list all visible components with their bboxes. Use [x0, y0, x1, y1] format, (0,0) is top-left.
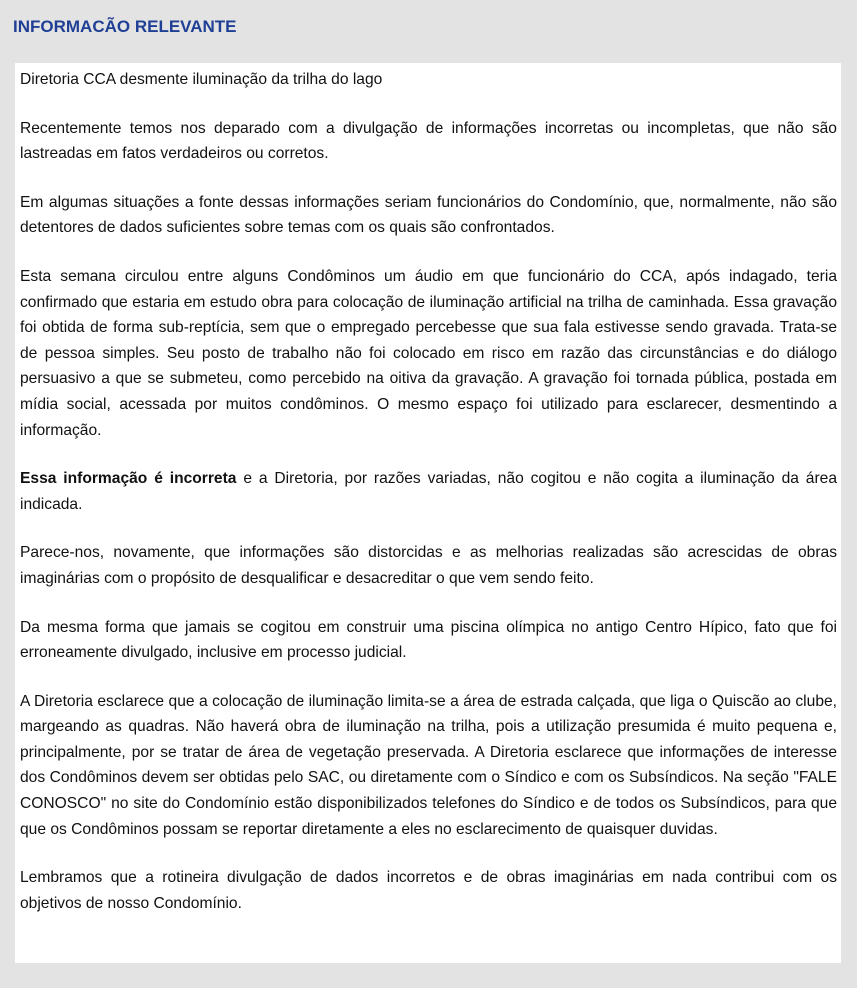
article-paragraph-2: Em algumas situações a fonte dessas informações seriam funcionários do Condomínio, que, normalmente, não são detentores de dados suficientes sobre temas com os quais são confrontados. — [20, 193, 837, 237]
article-paragraph-3: Esta semana circulou entre alguns Condôminos um áudio em que funcionário do CCA, após indagado, teria confirmado que estaria em estudo obra para colocação de iluminação artificial na trilha de caminhada. Essa gravação foi obtida de forma sub-reptícia, sem que o empregado percebesse que sua fala estivesse sendo gravada. Trata-se de pessoa simples. Seu posto de trabalho não foi colocado em risco em razão das circunstâncias e do diálogo persuasivo a que se submeteu, como percebido na oitiva da gravação. A gravação foi tornada pública, postada em mídia social, acessada por muitos condôminos. O mesmo espaço foi utilizado para esclarecer, desmentindo a informação. — [20, 267, 837, 439]
article-body — [15, 63, 841, 963]
article-headline: Diretoria CCA desmente iluminação da trilha do lago — [20, 71, 383, 88]
bold-statement: Essa informação é incorreta — [20, 470, 237, 488]
article-paragraph-1: Recentemente temos nos deparado com a divulgação de informações incorretas ou incompletas, que não são lastreadas em fatos verdadeiros ou corretos. — [20, 119, 837, 163]
article-paragraph-5: Parece-nos, novamente, que informações são distorcidas e as melhorias realizadas são acrescidas de obras imaginárias com o propósito de desqualificar e desacreditar o que vem sendo feito. — [20, 544, 837, 587]
article-paragraph-4 — [20, 466, 837, 517]
article-paragraph-6: Da mesma forma que jamais se cogitou em construir uma piscina olímpica no antigo Centro Hípico, fato que foi erroneamente divulgado, inclusive em processo judicial. — [20, 618, 837, 662]
bold-statement-rest: e a Diretoria, por razões variadas, não cogitou e não cogita a iluminação da área indicada. — [20, 470, 838, 513]
section-title: INFORMACÃO RELEVANTE — [13, 17, 237, 36]
article-paragraph-8: Lembramos que a rotineira divulgação de dados incorretos e de obras imaginárias em nada contribui com os objetivos de nosso Condomínio. — [20, 869, 837, 912]
article-paragraph-7: A Diretoria esclarece que a colocação de iluminação limita-se a área de estrada calçada, que liga o Quiscão ao clube, margeando as quadras. Não haverá obra de iluminação na trilha, pois a utilização presumida é muito pequena e, principalmente, por se tratar de área de vegetação preservada. A Diretoria esclarece que informações de interesse dos Condôminos devem ser obtidas pelo SAC, ou diretamente com o Síndico e com os Subsíndicos. Na seção "FALE CONOSCO" no site do Condomínio estão disponibilizados telefones do Síndico e de todos os Subsíndicos, para que que os Condôminos possam se reportar diretamente a eles no esclarecimento de quaisquer duvidas. — [20, 692, 837, 838]
